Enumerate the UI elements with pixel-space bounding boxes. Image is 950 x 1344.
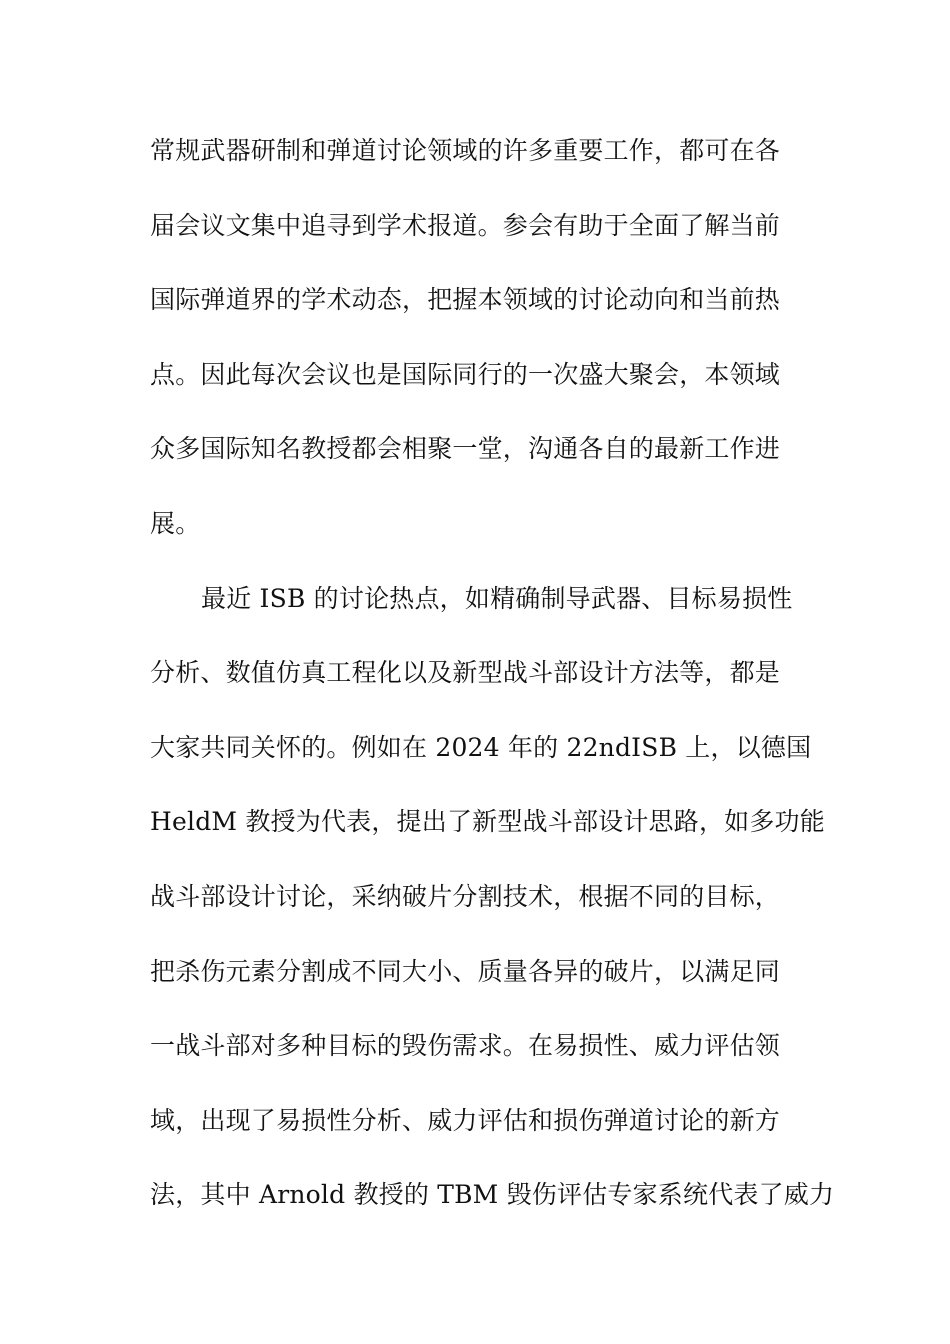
text-line: HeldM 教授为代表，提出了新型战斗部设计思路，如多功能 bbox=[150, 807, 825, 837]
text-line: 法，其中 Arnold 教授的 TBM 毁伤评估专家系统代表了威力 bbox=[150, 1180, 835, 1210]
text-line: 一战斗部对多种目标的毁伤需求。在易损性、威力评估领 bbox=[150, 1031, 781, 1061]
body-text bbox=[150, 131, 835, 1250]
text-line: 域，出现了易损性分析、威力评估和损伤弹道讨论的新方 bbox=[150, 1105, 781, 1135]
text-line: 常规武器研制和弹道讨论领域的许多重要工作，都可在各 bbox=[150, 136, 781, 165]
text-line: 大家共同关怀的。例如在 2024 年的 22ndISB 上，以德国 bbox=[150, 732, 812, 762]
text-line: 展。 bbox=[150, 508, 201, 538]
text-line: 把杀伤元素分割成不同大小、质量各异的破片，以满足同 bbox=[150, 956, 781, 986]
paragraph-first-line: 最近 ISB 的讨论热点，如精确制导武器、目标易损性 bbox=[201, 583, 793, 613]
text-line: 分析、数值仿真工程化以及新型战斗部设计方法等，都是 bbox=[150, 658, 781, 688]
text-line: 届会议文集中追寻到学术报道。参会有助于全面了解当前 bbox=[150, 210, 781, 240]
text-line: 战斗部设计讨论，采纳破片分割技术，根据不同的目标， bbox=[150, 881, 781, 911]
text-line: 众多国际知名教授都会相聚一堂，沟通各自的最新工作进 bbox=[150, 434, 781, 464]
text-line: 点。因此每次会议也是国际同行的一次盛大聚会，本领域 bbox=[150, 359, 781, 389]
text-line: 国际弹道界的学术动态，把握本领域的讨论动向和当前热 bbox=[150, 285, 781, 315]
